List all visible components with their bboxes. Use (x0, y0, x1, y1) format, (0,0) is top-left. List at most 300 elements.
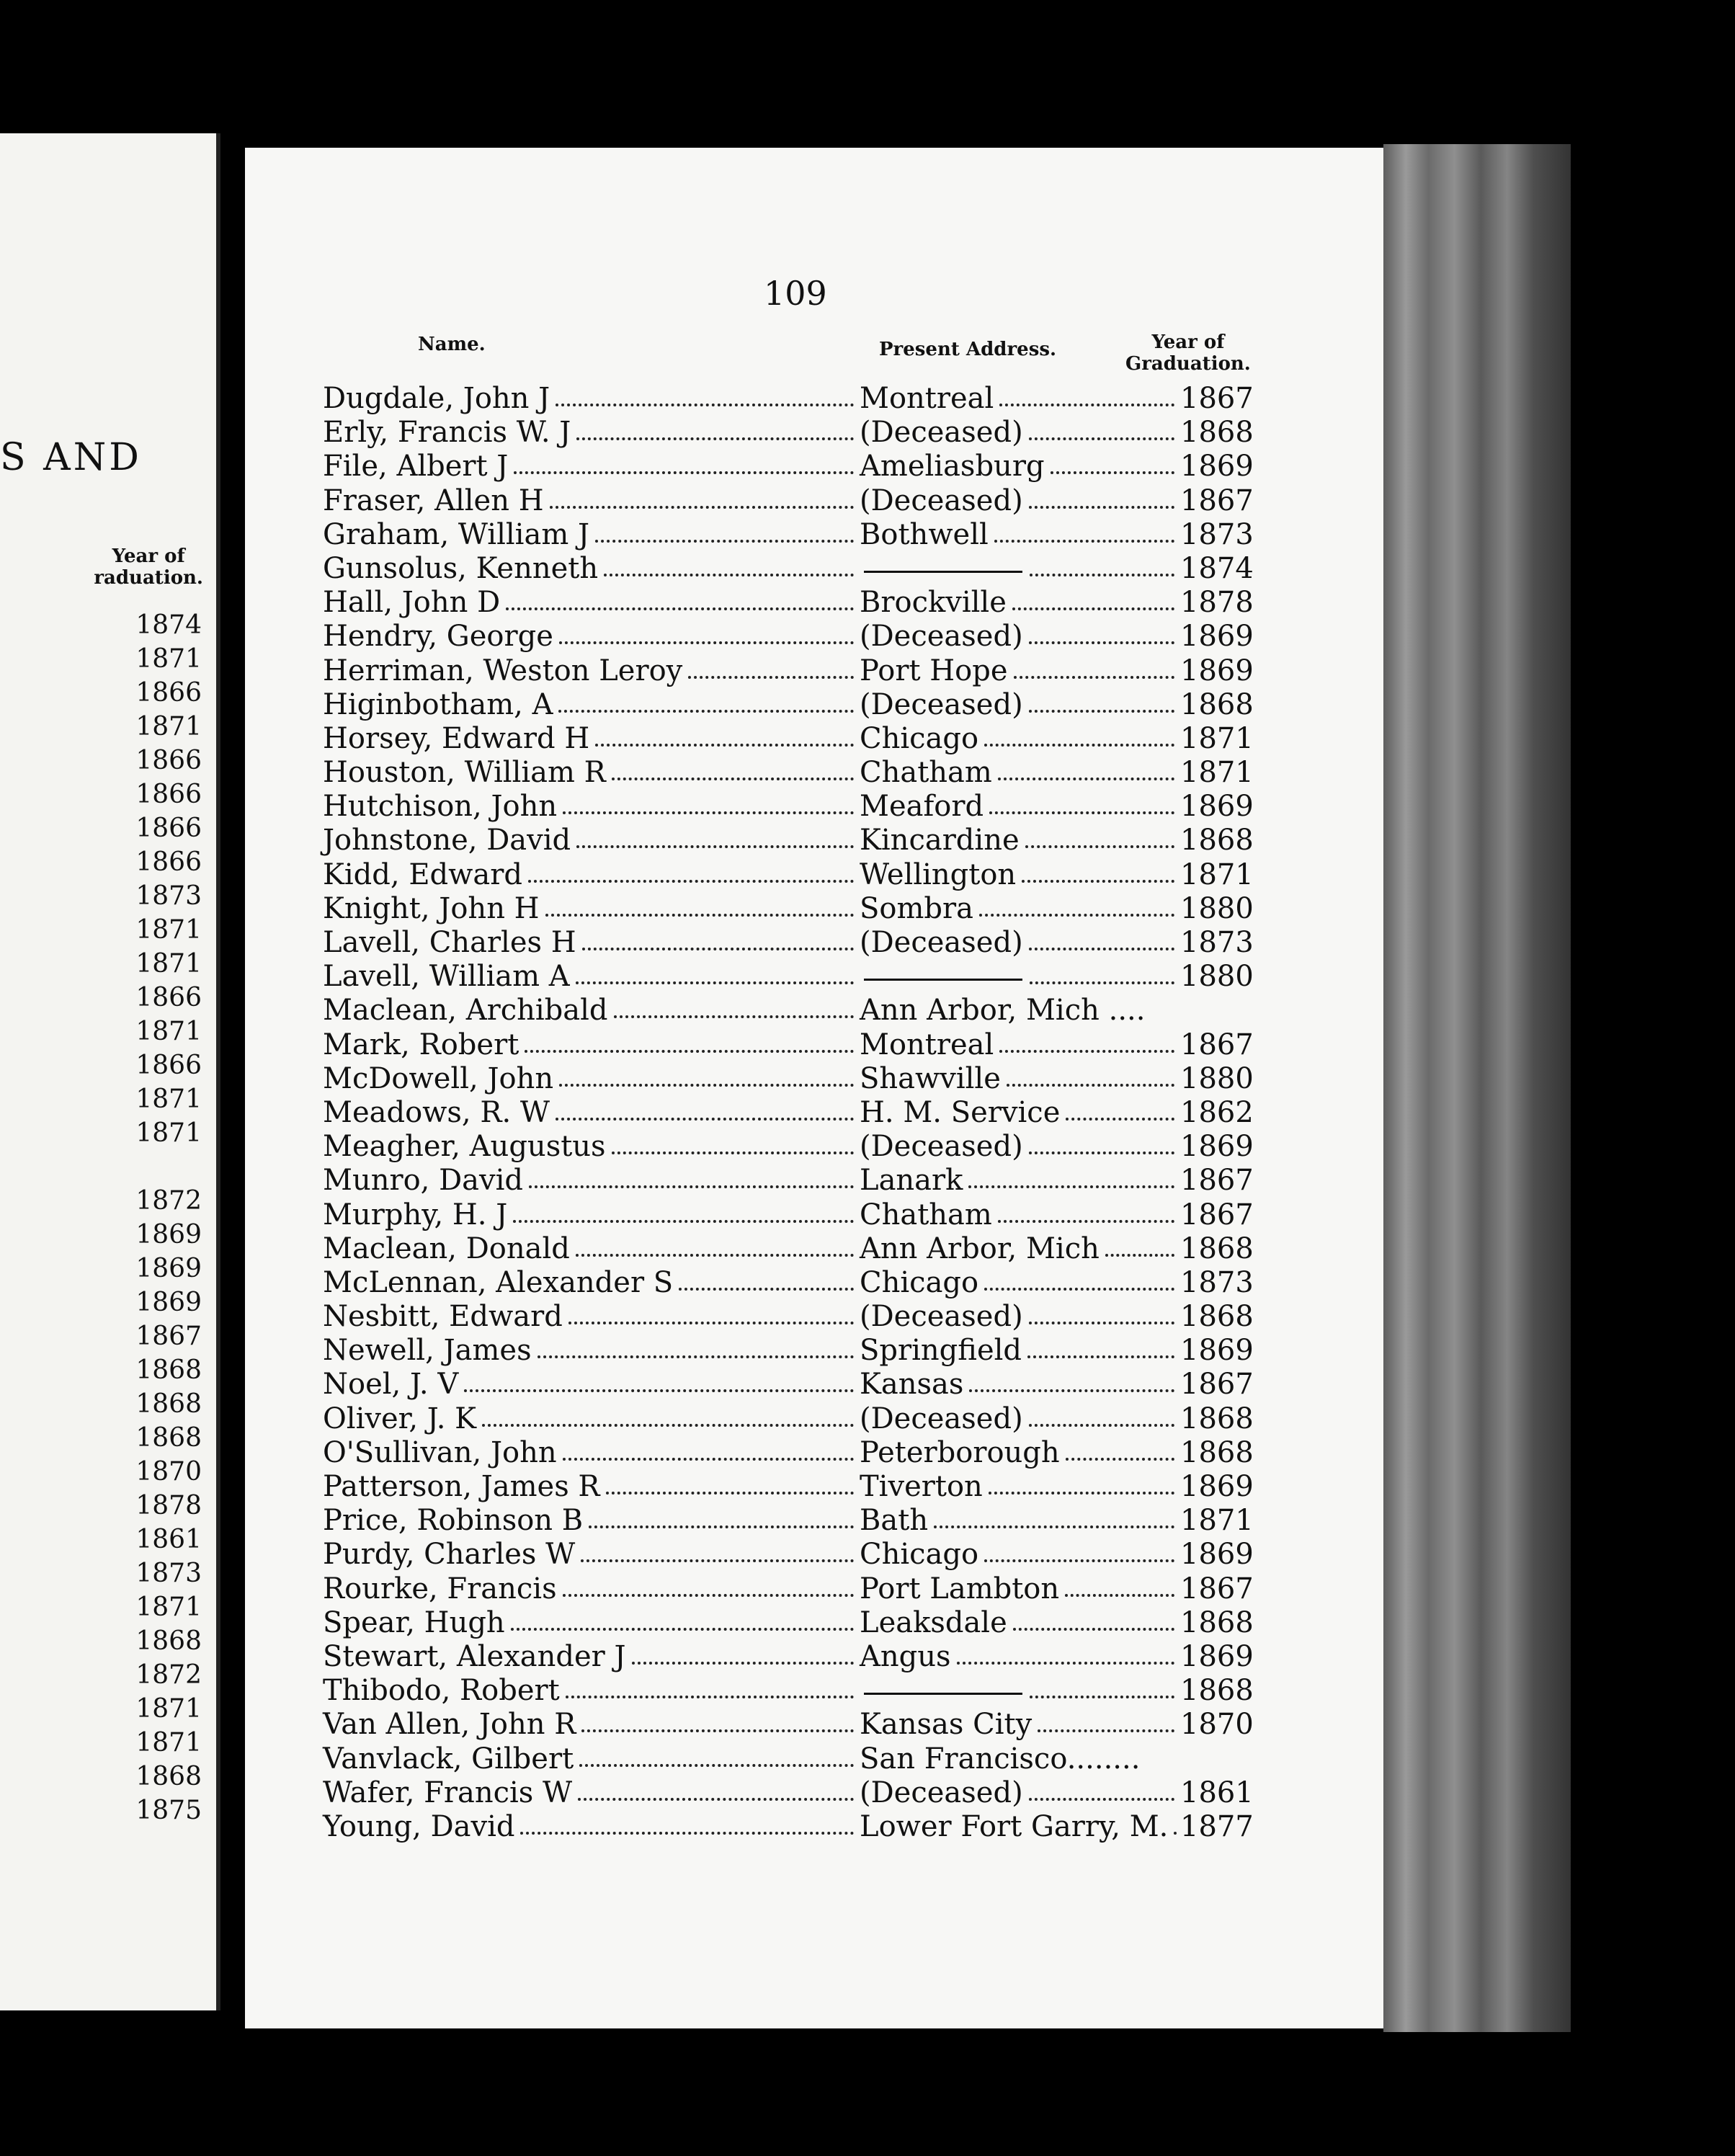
graduation-year: 1868 (1180, 687, 1254, 721)
leader-dots (563, 809, 854, 814)
leader-dots (632, 1660, 854, 1665)
previous-page-year: 1868 (135, 1626, 202, 1656)
graduation-year: 1868 (1180, 824, 1254, 858)
graduation-year: 1880 (1180, 891, 1254, 925)
present-address: Port Lambton (860, 1572, 1060, 1605)
table-row (323, 1538, 1519, 1572)
leader-dots (579, 1762, 854, 1767)
table-row (323, 552, 1519, 586)
graduation-year: 1867 (1180, 1572, 1254, 1605)
previous-page-year: 1869 (135, 1254, 202, 1283)
previous-page-year: 1873 (135, 881, 202, 911)
present-address: H. M. Service (860, 1095, 1061, 1129)
present-address: Wellington (860, 858, 1017, 891)
page-number: 109 (764, 274, 827, 313)
leader-dots (1014, 674, 1174, 679)
table-row (323, 892, 1519, 926)
graduate-name: Mark, Robert (323, 1028, 519, 1061)
leader-dots (556, 1115, 854, 1121)
leader-dots (576, 843, 854, 848)
graduation-year: 1868 (1180, 416, 1254, 450)
previous-page-year: 1868 (135, 1762, 202, 1791)
previous-page-year: 1872 (135, 1186, 202, 1216)
graduate-name: Johnstone, David (323, 824, 571, 858)
present-address: Chicago (860, 721, 979, 755)
leader-dots (1105, 1252, 1174, 1257)
previous-page-year: 1866 (135, 1051, 202, 1080)
register-page (245, 148, 1383, 2028)
leader-dots (566, 1693, 854, 1698)
leader-dots (1029, 639, 1174, 644)
leader-dots (578, 1796, 854, 1801)
graduate-name: Hutchison, John (323, 790, 558, 824)
table-row (323, 1674, 1519, 1708)
present-address: Chatham (860, 756, 992, 790)
graduate-name: Higinbotham, A (323, 687, 553, 721)
table-row (323, 994, 1519, 1028)
leader-dots (957, 1660, 1174, 1665)
graduate-name: McDowell, John (323, 1061, 554, 1095)
previous-page-year: 1871 (135, 1728, 202, 1758)
table-row (323, 790, 1519, 824)
graduation-year: 1867 (1180, 484, 1254, 517)
table-row (323, 1572, 1519, 1606)
leader-dots (1030, 571, 1174, 576)
graduate-name: Stewart, Alexander J (323, 1639, 626, 1673)
previous-page-year: 1873 (135, 1559, 202, 1588)
blank-address-rule (864, 571, 1022, 573)
leader-dots (1066, 1115, 1174, 1121)
present-address: Bothwell (860, 517, 989, 551)
leader-dots (576, 979, 854, 984)
leader-dots (1027, 1353, 1174, 1358)
leader-dots (563, 1592, 854, 1597)
previous-page-year: 1861 (135, 1525, 202, 1554)
graduate-name: Graham, William J (323, 517, 589, 551)
year-header-line-1: Year of (112, 545, 185, 567)
leader-dots (969, 1387, 1174, 1392)
graduation-year: 1869 (1180, 1470, 1254, 1503)
previous-page-year: 1871 (135, 915, 202, 945)
present-address: Chatham (860, 1198, 992, 1231)
leader-dots (1029, 504, 1174, 509)
year-header-line-2: Graduation. (1125, 353, 1251, 375)
leader-dots (556, 401, 854, 406)
present-address: (Deceased) (860, 687, 1023, 721)
present-address: Montreal (860, 382, 994, 415)
leader-dots (612, 1149, 854, 1154)
leader-dots (1029, 435, 1174, 440)
leader-dots (1029, 708, 1174, 713)
leader-dots (984, 1286, 1174, 1291)
table-row (323, 1368, 1519, 1402)
graduation-year: 1867 (1180, 1028, 1254, 1061)
table-row (323, 620, 1519, 654)
graduate-name: Knight, John H (323, 891, 540, 925)
previous-page-year: 1875 (135, 1796, 202, 1825)
previous-page (0, 133, 220, 2010)
previous-page-year: 1871 (135, 1118, 202, 1148)
previous-page-year: 1868 (135, 1389, 202, 1419)
graduate-name: Spear, Hugh (323, 1605, 505, 1639)
graduation-year: 1880 (1180, 960, 1254, 994)
leader-dots (989, 809, 1174, 814)
leader-dots (999, 1048, 1174, 1053)
leader-dots (1012, 605, 1174, 610)
leader-dots (1030, 1693, 1174, 1698)
graduate-name: Herriman, Weston Leroy (323, 654, 683, 687)
table-row (323, 1266, 1519, 1300)
table-row (323, 1470, 1519, 1504)
table-row (323, 756, 1519, 790)
table-row (323, 1334, 1519, 1368)
graduation-year: 1868 (1180, 1605, 1254, 1639)
graduation-year: 1869 (1180, 1334, 1254, 1368)
table-row (323, 1062, 1519, 1096)
table-row (323, 382, 1519, 416)
present-address: (Deceased) (860, 1402, 1023, 1435)
leader-dots (979, 912, 1174, 917)
leader-dots (1029, 945, 1174, 950)
graduate-name: Noel, J. V (323, 1368, 459, 1402)
table-row (323, 1708, 1519, 1742)
leader-dots (528, 878, 854, 883)
graduation-year: 1871 (1180, 756, 1254, 790)
table-row (323, 1164, 1519, 1198)
leader-dots (581, 1557, 854, 1562)
graduation-year: 1880 (1180, 1061, 1254, 1095)
leader-dots (998, 1218, 1174, 1223)
graduate-name: Price, Robinson B (323, 1504, 584, 1538)
present-address: Brockville (860, 586, 1007, 620)
previous-page-year: 1871 (135, 644, 202, 674)
graduation-year: 1870 (1180, 1708, 1254, 1742)
graduation-year: 1869 (1180, 450, 1254, 484)
present-address: (Deceased) (860, 926, 1023, 959)
graduate-name: Meagher, Augustus (323, 1130, 606, 1164)
table-row (323, 1776, 1519, 1810)
leader-dots (998, 775, 1174, 780)
present-address: Tiverton (860, 1470, 983, 1503)
leader-dots (538, 1353, 854, 1358)
present-address: San Francisco........ (860, 1742, 1141, 1776)
leader-dots (581, 1727, 854, 1732)
graduation-year: 1869 (1180, 654, 1254, 687)
year-header-line-2: raduation. (94, 567, 203, 589)
leader-dots (482, 1422, 854, 1427)
graduate-name: Murphy, H. J (323, 1198, 508, 1231)
leader-dots (604, 571, 854, 576)
present-address: Ann Arbor, Mich .... (860, 994, 1146, 1028)
graduation-year: 1868 (1180, 1435, 1254, 1469)
graduate-name: Horsey, Edward H (323, 721, 590, 755)
graduate-name: Patterson, James R (323, 1470, 600, 1503)
leader-dots (612, 775, 854, 780)
blank-address-rule (864, 979, 1022, 981)
graduate-name: Maclean, Donald (323, 1231, 570, 1265)
leader-dots (984, 741, 1174, 747)
graduation-year: 1861 (1180, 1776, 1254, 1809)
graduate-name: O'Sullivan, John (323, 1435, 557, 1469)
leader-dots (576, 1252, 854, 1257)
table-row (323, 416, 1519, 450)
graduation-year: 1869 (1180, 1130, 1254, 1164)
table-row (323, 1028, 1519, 1062)
present-address: Shawville (860, 1061, 1001, 1095)
present-address: Bath (860, 1504, 929, 1538)
previous-page-year: 1866 (135, 814, 202, 843)
previous-page-year: 1869 (135, 1220, 202, 1250)
table-row (323, 1742, 1519, 1776)
table-row (323, 1402, 1519, 1436)
table-row (323, 518, 1519, 552)
previous-page-year: 1867 (135, 1322, 202, 1351)
graduation-year: 1868 (1180, 1402, 1254, 1435)
leader-dots (558, 708, 854, 713)
graduate-name: Purdy, Charles W (323, 1538, 576, 1572)
table-row (323, 586, 1519, 620)
blank-address-rule (864, 1693, 1022, 1695)
leader-dots (1029, 1319, 1174, 1324)
table-row (323, 484, 1519, 518)
year-column-header (1125, 331, 1251, 375)
previous-page-year: 1866 (135, 780, 202, 809)
graduation-year: 1869 (1180, 790, 1254, 824)
present-address: (Deceased) (860, 416, 1023, 450)
previous-page-year: 1866 (135, 983, 202, 1012)
present-address: Lanark (860, 1164, 963, 1198)
table-row (323, 1096, 1519, 1130)
previous-page-year: 1870 (135, 1457, 202, 1487)
graduate-name: Erly, Francis W. J (323, 416, 571, 450)
graduate-name: Van Allen, John R (323, 1708, 576, 1742)
leader-dots (1038, 1727, 1174, 1732)
graduate-name: Young, David (323, 1809, 515, 1843)
graduate-name: Fraser, Allen H (323, 484, 544, 517)
present-address: Angus (860, 1639, 951, 1673)
graduation-year: 1868 (1180, 1300, 1254, 1334)
table-row (323, 1232, 1519, 1266)
graduation-year: 1868 (1180, 1674, 1254, 1708)
graduation-year: 1862 (1180, 1095, 1254, 1129)
leader-dots (529, 1183, 854, 1188)
previous-page-year: 1866 (135, 678, 202, 708)
graduate-name: McLennan, Alexander S (323, 1265, 674, 1299)
previous-page-year-header (94, 545, 203, 589)
previous-page-year: 1871 (135, 1084, 202, 1114)
graduation-year: 1867 (1180, 1368, 1254, 1402)
previous-page-year: 1871 (135, 1694, 202, 1724)
table-row (323, 450, 1519, 484)
table-row (323, 1504, 1519, 1538)
graduate-name: Lavell, William A (323, 960, 570, 994)
leader-dots (511, 1626, 854, 1631)
graduation-year: 1873 (1180, 926, 1254, 959)
table-row (323, 1198, 1519, 1232)
present-address: (Deceased) (860, 620, 1023, 654)
graduation-year: 1878 (1180, 586, 1254, 620)
previous-page-heading-fragment: S AND (0, 436, 142, 479)
graduate-name: Dugdale, John J (323, 382, 550, 415)
graduate-name: Vanvlack, Gilbert (323, 1742, 574, 1776)
previous-page-year: 1869 (135, 1288, 202, 1317)
previous-page-year: 1871 (135, 949, 202, 979)
table-row (323, 1130, 1519, 1164)
graduation-year: 1867 (1180, 1164, 1254, 1198)
leader-dots (968, 1183, 1174, 1188)
graduation-year: 1869 (1180, 1639, 1254, 1673)
present-address: (Deceased) (860, 1300, 1023, 1334)
present-address: (Deceased) (860, 484, 1023, 517)
leader-dots (1022, 878, 1174, 883)
previous-page-year: 1871 (135, 712, 202, 741)
previous-page-year: 1866 (135, 847, 202, 877)
leader-dots (1029, 1422, 1174, 1427)
leader-dots (550, 504, 854, 509)
graduate-name: Gunsolus, Kenneth (323, 551, 599, 585)
present-address: Peterborough (860, 1435, 1060, 1469)
name-column-header: Name. (418, 334, 486, 355)
graduate-name: Thibodo, Robert (323, 1674, 560, 1708)
leader-dots (984, 1557, 1174, 1562)
leader-dots (1007, 1082, 1174, 1087)
present-address: Sombra (860, 891, 973, 925)
graduation-year: 1871 (1180, 1504, 1254, 1538)
leader-dots (576, 435, 854, 440)
leader-dots (1029, 1149, 1174, 1154)
table-row (323, 1436, 1519, 1470)
leader-dots (1051, 469, 1174, 474)
leader-dots (614, 1013, 854, 1018)
previous-page-year: 1868 (135, 1423, 202, 1453)
leader-dots (589, 1523, 854, 1528)
graduate-name: File, Albert J (323, 450, 509, 484)
present-address: Lower Fort Garry, M. (860, 1809, 1169, 1843)
leader-dots (563, 1456, 854, 1461)
leader-dots (606, 1489, 854, 1494)
graduate-name: Munro, David (323, 1164, 524, 1198)
graduate-name: Wafer, Francis W (323, 1776, 573, 1809)
present-address: Ann Arbor, Mich (860, 1231, 1100, 1265)
previous-page-year: 1874 (135, 610, 202, 640)
leader-dots (559, 1082, 854, 1087)
year-header-line-1: Year of (1151, 331, 1225, 353)
address-column-header: Present Address. (879, 339, 1057, 360)
graduate-name: Nesbitt, Edward (323, 1300, 563, 1334)
leader-dots (934, 1523, 1174, 1528)
table-row (323, 824, 1519, 858)
graduate-name: Meadows, R. W (323, 1095, 550, 1129)
present-address: Chicago (860, 1265, 979, 1299)
table-row (323, 926, 1519, 960)
leader-dots (999, 401, 1174, 406)
leader-dots (688, 674, 854, 679)
leader-dots (582, 945, 854, 950)
graduate-name: Kidd, Edward (323, 858, 522, 891)
table-row (323, 722, 1519, 756)
graduate-name: Hendry, George (323, 620, 553, 654)
leader-dots (595, 538, 854, 543)
graduation-year: 1877 (1180, 1809, 1254, 1843)
table-row (323, 1606, 1519, 1640)
table-row (323, 654, 1519, 688)
leader-dots (506, 605, 854, 610)
leader-dots (595, 741, 854, 747)
graduate-name: Houston, William R (323, 756, 606, 790)
graduate-list (323, 382, 1519, 1844)
leader-dots (1066, 1456, 1174, 1461)
present-address: Chicago (860, 1538, 979, 1572)
graduation-year: 1867 (1180, 1198, 1254, 1231)
table-row (323, 858, 1519, 892)
graduation-year: 1869 (1180, 620, 1254, 654)
leader-dots (520, 1830, 854, 1835)
leader-dots (545, 912, 854, 917)
table-row (323, 1810, 1519, 1844)
present-address: Port Hope (860, 654, 1008, 687)
previous-page-year: 1871 (135, 1017, 202, 1046)
table-row (323, 1300, 1519, 1334)
leader-dots (994, 538, 1174, 543)
leader-dots (1013, 1626, 1174, 1631)
leader-dots (525, 1048, 854, 1053)
graduation-year: 1873 (1180, 517, 1254, 551)
previous-page-year: 1866 (135, 746, 202, 775)
leader-dots (1029, 1796, 1174, 1801)
present-address: Kincardine (860, 824, 1020, 858)
previous-page-year: 1878 (135, 1491, 202, 1520)
present-address: Ameliasburg (860, 450, 1045, 484)
book-page-edges (1383, 144, 1571, 2032)
graduation-year: 1873 (1180, 1265, 1254, 1299)
leader-dots (1030, 979, 1174, 984)
leader-dots (559, 639, 854, 644)
graduate-name: Oliver, J. K (323, 1402, 477, 1435)
leader-dots (464, 1387, 854, 1392)
leader-dots (1025, 843, 1174, 848)
present-address: (Deceased) (860, 1130, 1023, 1164)
leader-dots (989, 1489, 1174, 1494)
present-address: Leaksdale (860, 1605, 1007, 1639)
leader-dots (1065, 1592, 1174, 1597)
graduation-year: 1868 (1180, 1231, 1254, 1265)
present-address: (Deceased) (860, 1776, 1023, 1809)
present-address: Springfield (860, 1334, 1022, 1368)
table-row (323, 960, 1519, 994)
leader-dots (514, 469, 854, 474)
graduate-name: Hall, John D (323, 586, 501, 620)
leader-dots (568, 1319, 854, 1324)
graduate-name: Lavell, Charles H (323, 926, 576, 959)
present-address: Kansas (860, 1368, 964, 1402)
graduate-name: Newell, James (323, 1334, 532, 1368)
previous-page-year: 1868 (135, 1355, 202, 1385)
leader-dots (679, 1286, 854, 1291)
graduation-year: 1874 (1180, 551, 1254, 585)
graduation-year: 1867 (1180, 382, 1254, 415)
graduate-name: Rourke, Francis (323, 1572, 557, 1605)
previous-page-year: 1872 (135, 1660, 202, 1690)
graduation-year: 1871 (1180, 721, 1254, 755)
present-address: Meaford (860, 790, 984, 824)
present-address: Montreal (860, 1028, 994, 1061)
table-row (323, 1640, 1519, 1674)
previous-page-year: 1871 (135, 1592, 202, 1622)
graduation-year: 1871 (1180, 858, 1254, 891)
graduate-name: Maclean, Archibald (323, 994, 608, 1028)
present-address: Kansas City (860, 1708, 1032, 1742)
table-row (323, 688, 1519, 722)
